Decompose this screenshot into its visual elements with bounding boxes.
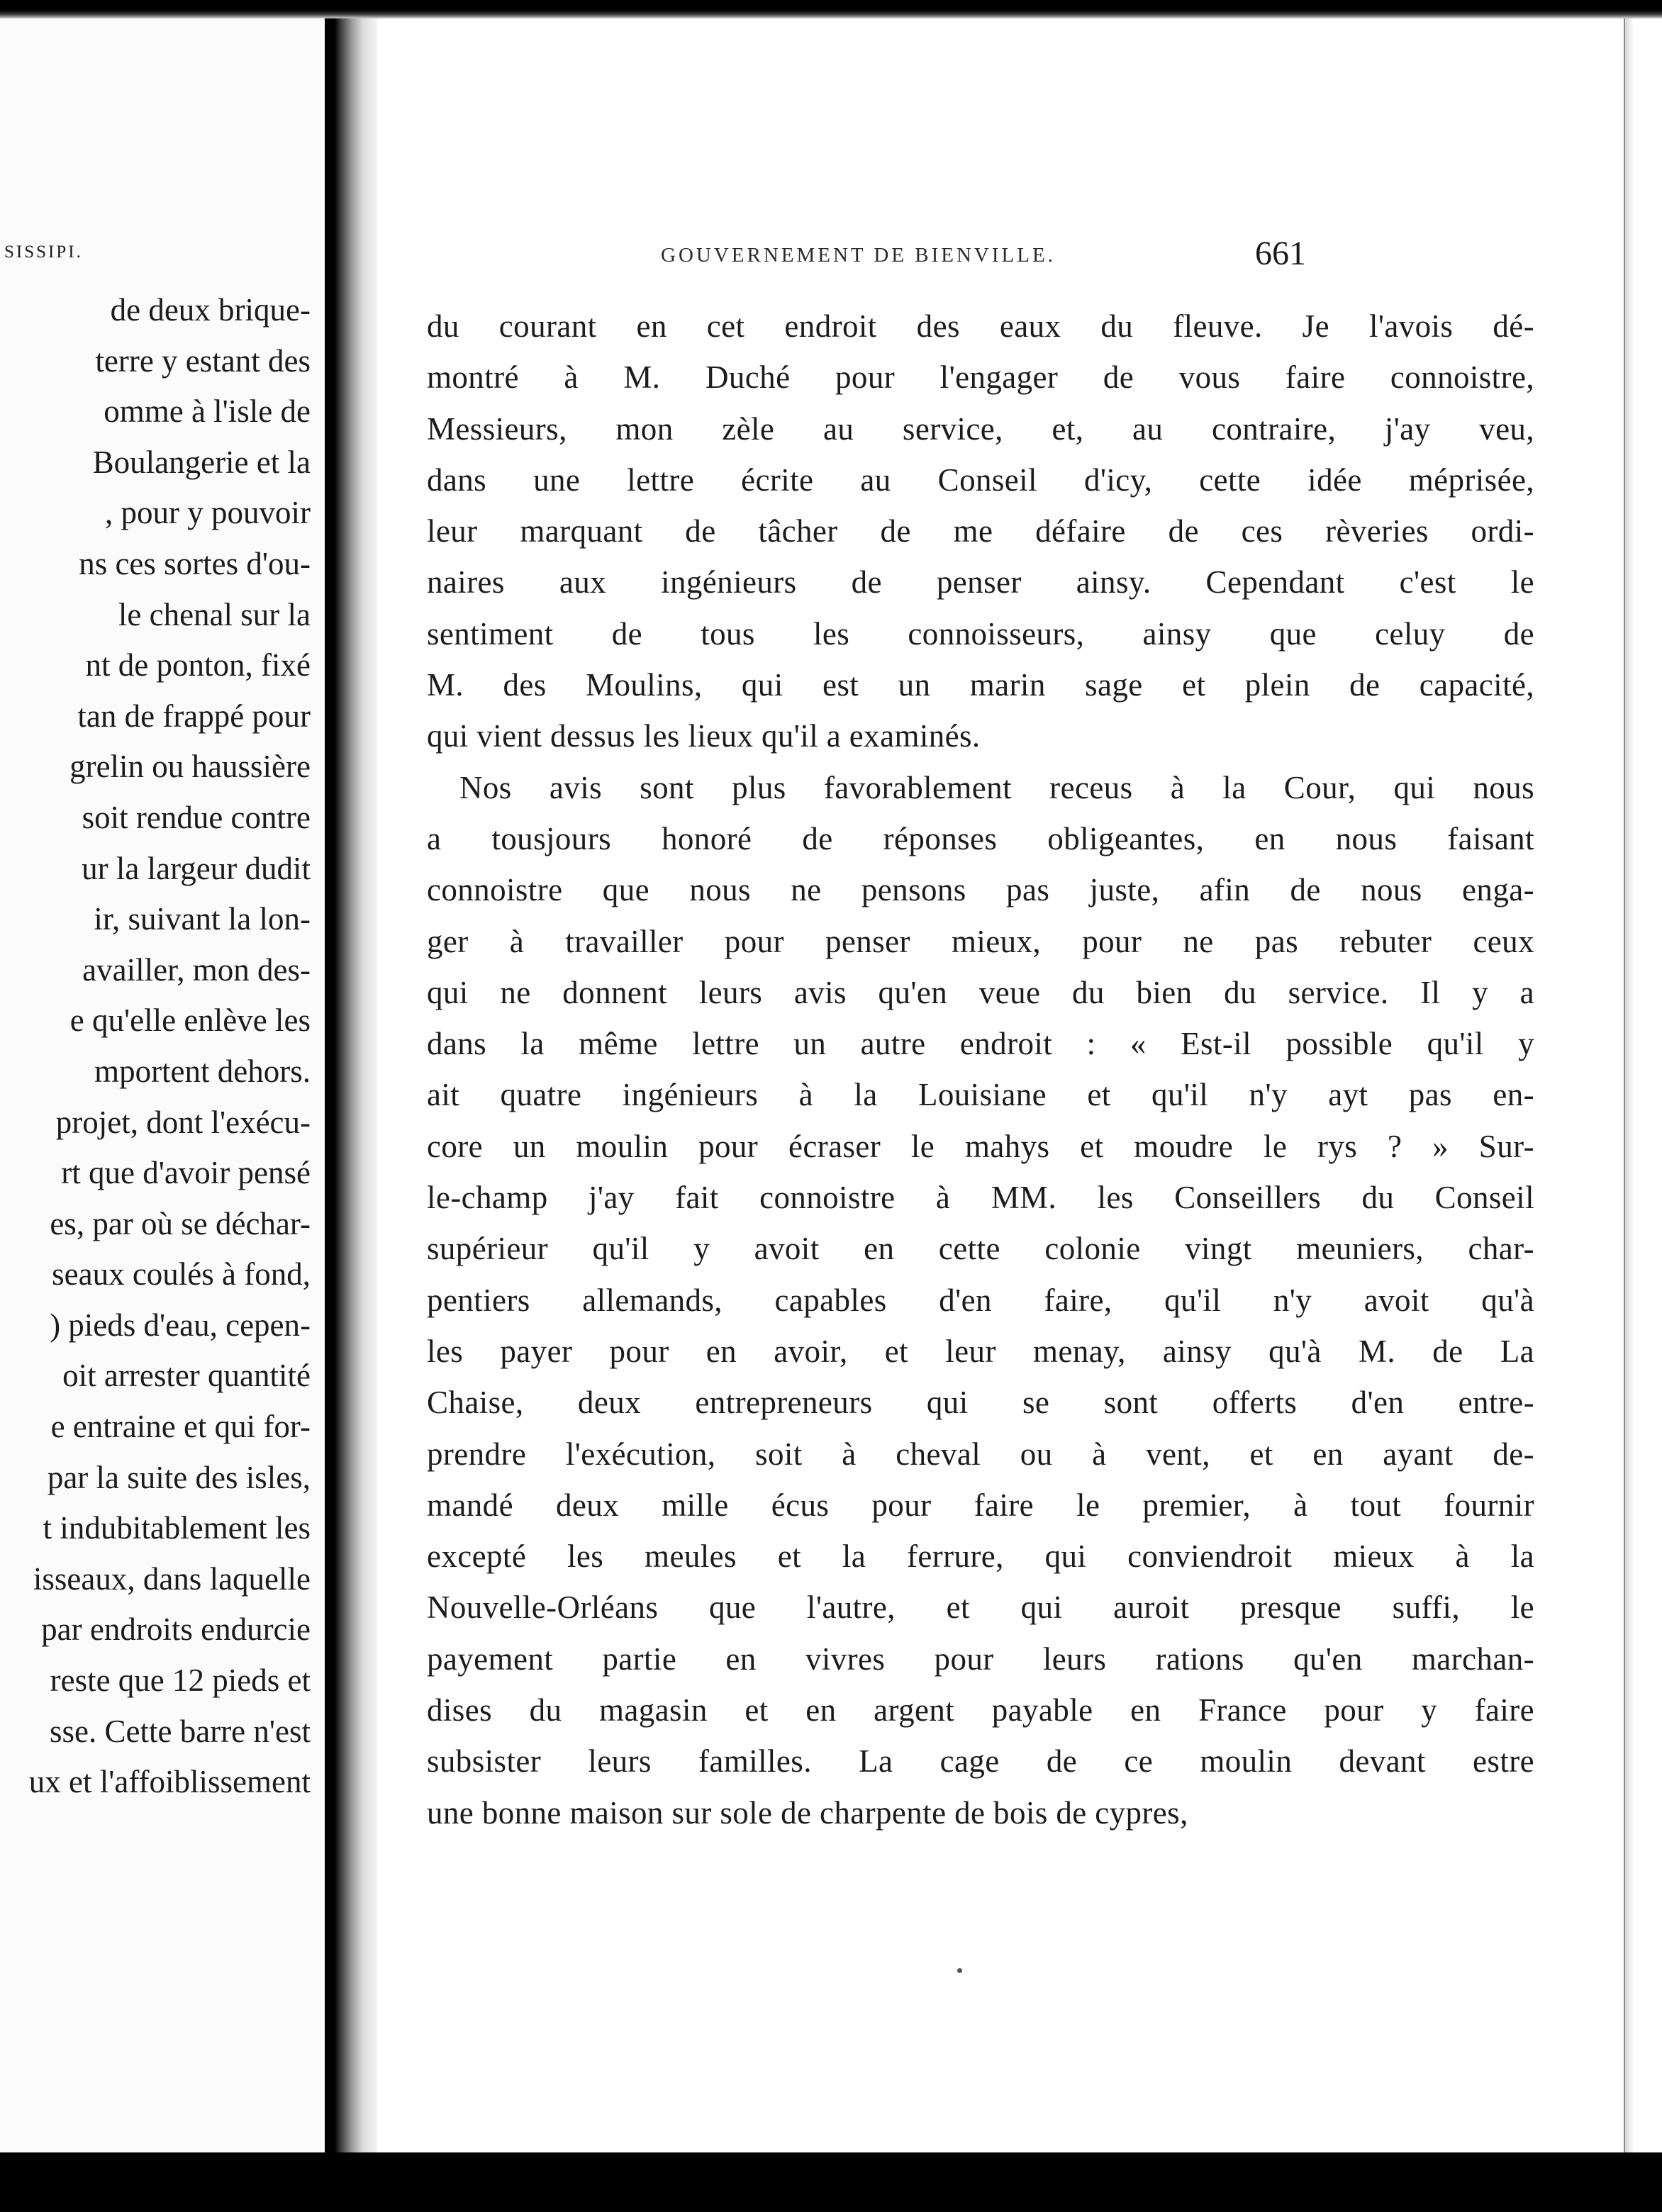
text-line: mandé deux mille écus pour faire le premier, à tout fournir	[427, 1487, 1534, 1523]
text-line: subsister leurs familles. La cage de ce moulin devant estre	[427, 1743, 1534, 1780]
left-text-line: , pour y pouvoir	[105, 495, 311, 531]
left-text-line: ns ces sortes d'ou-	[79, 545, 311, 581]
text-line: excepté les meules et la ferrure, qui conviendroit mieux à la	[427, 1538, 1534, 1575]
left-text-line: projet, dont l'exécu-	[55, 1104, 311, 1140]
ink-speck	[957, 1968, 962, 1973]
right-page	[377, 0, 1624, 2155]
text-line: dises du magasin et en argent payable en France pour y faire	[427, 1692, 1534, 1728]
left-text-line: e qu'elle enlève les	[69, 1002, 311, 1039]
scan-bottom-band	[0, 2152, 1662, 2212]
left-text-line: terre y estant des	[95, 342, 311, 379]
text-line: supérieur qu'il y avoit en cette colonie vingt meuniers, char-	[427, 1231, 1534, 1267]
left-text-line: ur la largeur dudit	[82, 850, 311, 886]
text-line: ger à travailler pour penser mieux, pour ne pas rebuter ceux	[427, 923, 1534, 959]
left-text-line: par endroits endurcie	[41, 1611, 311, 1648]
text-line: les payer pour en avoir, et leur menay, ainsy qu'à M. de La	[427, 1333, 1534, 1369]
text-line: qui vient dessus les lieux qu'il a examinés.	[427, 718, 981, 754]
left-text-line: Boulangerie et la	[92, 444, 311, 480]
left-text-line: omme à l'isle de	[104, 393, 311, 430]
running-head: GOUVERNEMENT DE BIENVILLE.	[661, 244, 1056, 267]
text-line: naires aux ingénieurs de penser ainsy. Cependant c'est le	[427, 564, 1534, 601]
text-line: pentiers allemands, capables d'en faire, qu'il n'y avoit qu'à	[427, 1282, 1534, 1318]
text-line: sentiment de tous les connoisseurs, ainsy que celuy de	[427, 615, 1534, 652]
left-text-line: par la suite des isles,	[47, 1459, 311, 1495]
left-text-line: reste que 12 pieds et	[50, 1663, 311, 1699]
left-text-line: soit rendue contre	[82, 799, 311, 835]
left-text-line: rt que d'avoir pensé	[61, 1155, 311, 1191]
text-line: M. des Moulins, qui est un marin sage et plein de capacité,	[427, 667, 1534, 703]
text-line: Nos avis sont plus favorablement receus à la Cour, qui nous	[459, 769, 1534, 805]
left-text-line: ir, suivant la lon-	[94, 901, 311, 937]
left-facing-page	[0, 0, 325, 2155]
left-text-line: t indubitablement les	[43, 1510, 311, 1546]
left-text-line: mportent dehors.	[94, 1053, 311, 1089]
text-line: Chaise, deux entrepreneurs qui se sont offerts d'en entre-	[427, 1385, 1534, 1421]
left-text-line: tan de frappé pour	[77, 698, 311, 734]
page-edge-strip	[1624, 0, 1662, 2155]
scan-top-edge	[0, 0, 1662, 18]
text-line: du courant en cet endroit des eaux du fleuve. Je l'avois dé-	[427, 308, 1534, 344]
text-line: Nouvelle-Orléans que l'autre, et qui auroit presque suffi, le	[427, 1590, 1534, 1626]
left-text-line: nt de ponton, fixé	[85, 647, 311, 683]
text-line: montré à M. Duché pour l'engager de vous faire connoistre,	[427, 359, 1534, 396]
left-text-line: availler, mon des-	[82, 951, 311, 988]
left-text-line: seaux coulés à fond,	[52, 1256, 311, 1292]
main-text-block	[427, 301, 1534, 1838]
left-text-line: grelin ou haussière	[69, 749, 311, 785]
left-running-head: SISSIPI.	[4, 242, 83, 262]
text-line: une bonne maison sur sole de charpente de bois de cypres,	[427, 1794, 1188, 1831]
text-line: ait quatre ingénieurs à la Louisiane et qu'il n'y ayt pas en-	[427, 1077, 1534, 1113]
left-text-line: isseaux, dans laquelle	[33, 1560, 311, 1597]
text-line: dans la même lettre un autre endroit : « Est-il possible qu'il y	[427, 1026, 1534, 1062]
left-text-line: es, par où se déchar-	[50, 1205, 311, 1241]
left-page-text	[0, 285, 311, 1808]
left-text-line: sse. Cette barre n'est	[50, 1713, 311, 1749]
left-text-line: ) pieds d'eau, cepen-	[50, 1307, 311, 1343]
left-text-line: oit arrester quantité	[62, 1358, 311, 1394]
left-text-line: le chenal sur la	[118, 596, 311, 632]
text-line: a tousjours honoré de réponses obligeantes, en nous faisant	[427, 820, 1534, 856]
left-text-line: e entraine et qui for-	[50, 1409, 311, 1445]
text-line: payement partie en vivres pour leurs rations qu'en marchan-	[427, 1641, 1534, 1677]
text-line: leur marquant de tâcher de me défaire de ces rèveries ordi-	[427, 513, 1534, 549]
text-line: connoistre que nous ne pensons pas juste, afin de nous enga-	[427, 872, 1534, 908]
book-gutter	[325, 0, 377, 2155]
text-line: core un moulin pour écraser le mahys et moudre le rys ? » Sur-	[427, 1128, 1534, 1164]
text-line: prendre l'exécution, soit à cheval ou à vent, et en ayant de-	[427, 1436, 1534, 1472]
text-line: Messieurs, mon zèle au service, et, au contraire, j'ay veu,	[427, 410, 1534, 447]
text-line: le-champ j'ay fait connoistre à MM. les Conseillers du Conseil	[427, 1180, 1534, 1216]
text-line: dans une lettre écrite au Conseil d'icy, cette idée méprisée,	[427, 462, 1534, 498]
left-text-line: de deux brique-	[110, 292, 311, 328]
left-text-line: ux et l'affoiblissement	[28, 1764, 311, 1800]
text-line: qui ne donnent leurs avis qu'en veue du bien du service. Il y a	[427, 974, 1534, 1010]
page-number: 661	[1255, 235, 1306, 272]
